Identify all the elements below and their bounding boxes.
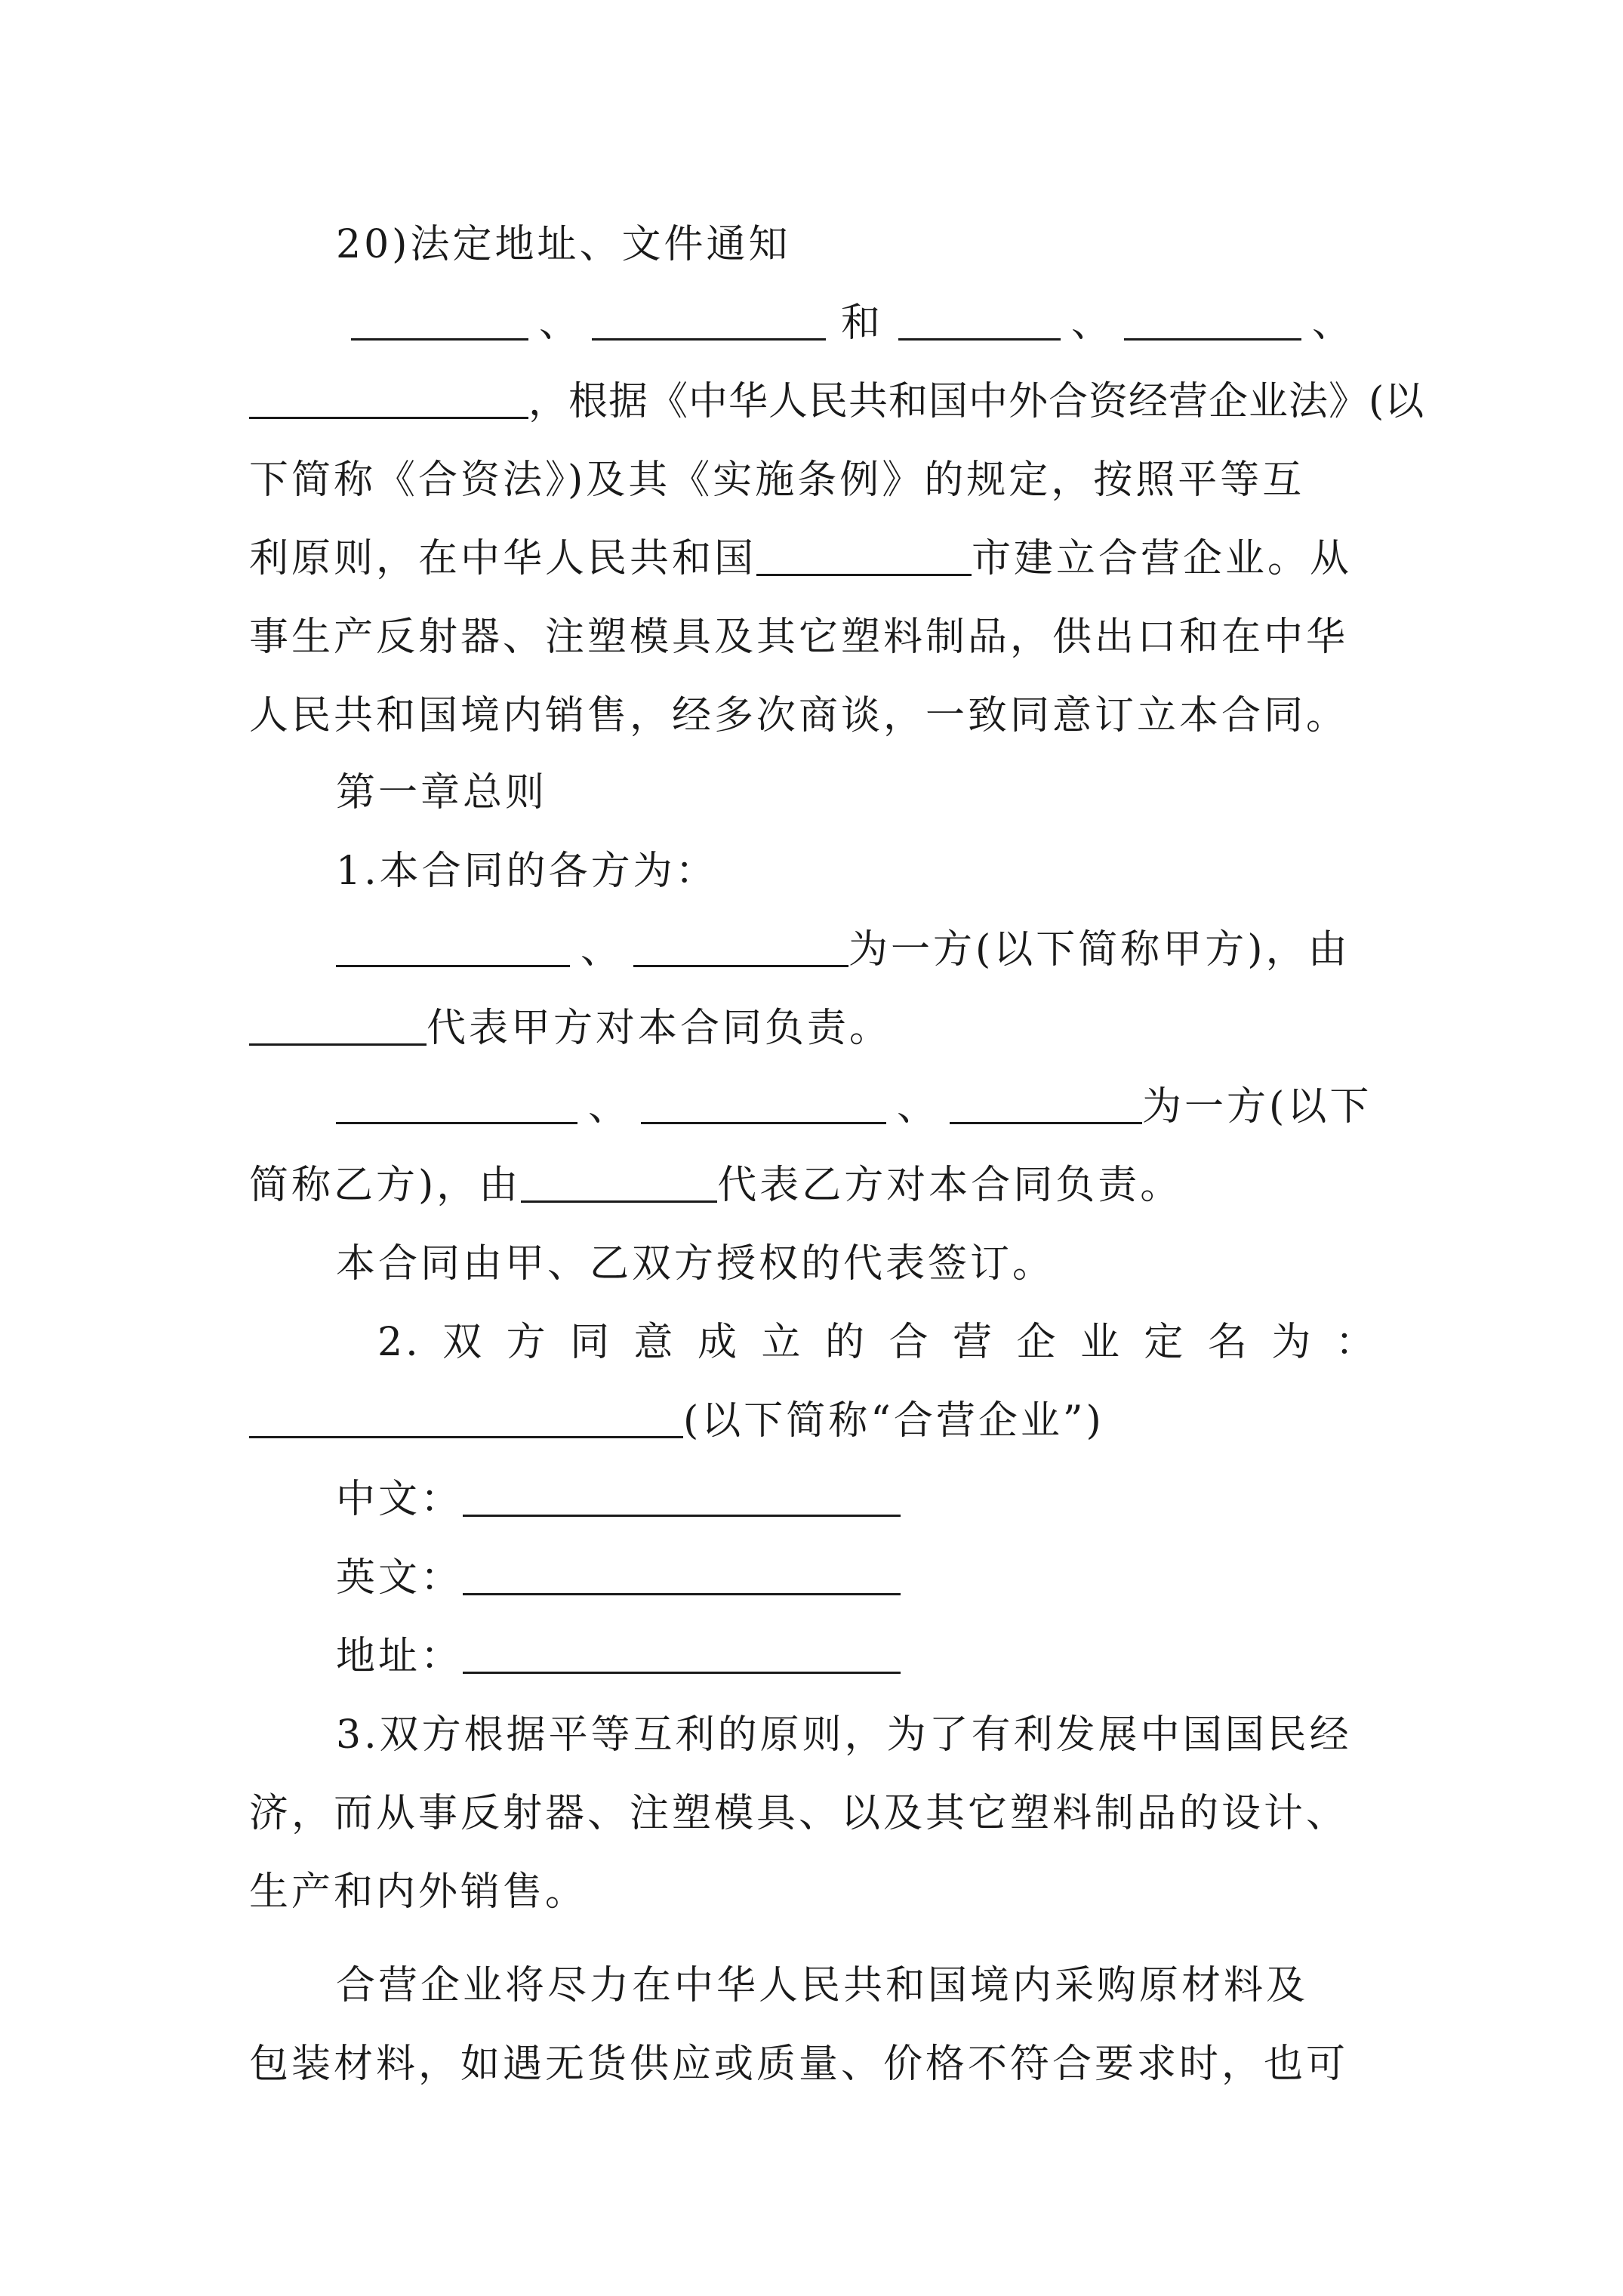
- separator: 、: [581, 927, 624, 972]
- purchase-line-2: 包装材料，如遇无货供应或质量、价格不符合要求时，也可: [249, 2042, 1349, 2087]
- jv-name-text: (以下简称“合营企业”): [683, 1398, 1104, 1444]
- article-2-char: 立: [761, 1320, 804, 1365]
- article-2-char: 营: [952, 1320, 995, 1365]
- party-b-rep-text: 代表乙方对本合同负责。: [717, 1163, 1183, 1208]
- article-2-char: 成: [698, 1320, 741, 1365]
- article-2-char: 意: [633, 1320, 676, 1365]
- parties-blank-line: [351, 285, 1483, 361]
- blank-field[interactable]: [336, 1075, 577, 1124]
- separator-he: 和: [841, 300, 884, 346]
- party-b-text: 简称乙方)，由: [249, 1163, 522, 1208]
- blank-field[interactable]: [1124, 291, 1301, 341]
- address-blank-field[interactable]: [463, 1625, 901, 1674]
- article-2-char: 方: [506, 1320, 549, 1365]
- article-2-char: 双: [442, 1320, 485, 1365]
- party-a-line: [336, 912, 1468, 988]
- party-b-line: [336, 1069, 1468, 1145]
- english-name-line: [336, 1540, 1468, 1616]
- signed-by-reps: 本合同由甲、乙双方授权的代表签订。: [336, 1241, 1055, 1287]
- blank-field[interactable]: [898, 291, 1061, 341]
- blank-field[interactable]: [249, 370, 528, 419]
- article-2-line: [377, 1305, 1378, 1380]
- purchase-line-1: 合营企业将尽力在中华人民共和国境内采购原材料及: [336, 1963, 1309, 2008]
- article-2-char: 为: [1271, 1320, 1314, 1365]
- intro-line-3: 下简称《合资法》)及其《实施条例》的规定，按照平等互: [249, 458, 1305, 503]
- chapter-1-heading: 第一章总则: [336, 770, 548, 815]
- blank-field[interactable]: [592, 291, 826, 341]
- separator: 、: [1312, 300, 1355, 346]
- separator: 、: [1071, 300, 1114, 346]
- separator: 、: [897, 1084, 940, 1130]
- intro-line-6: 人民共和国境内销售，经多次商谈，一致同意订立本合同。: [249, 693, 1349, 738]
- blank-field[interactable]: [249, 997, 427, 1046]
- article-2-char: 同: [570, 1320, 613, 1365]
- blank-field[interactable]: [641, 1075, 886, 1124]
- article-2-char: 名: [1207, 1320, 1250, 1365]
- separator: 、: [539, 300, 582, 346]
- article-3-line-3: 生产和内外销售。: [249, 1869, 588, 1915]
- intro-text: 利原则，在中华人民共和国: [249, 536, 757, 581]
- jv-name-line: [249, 1383, 1381, 1459]
- blank-field[interactable]: [521, 1154, 717, 1203]
- intro-line-5: 事生产反射器、注塑模具及其它塑料制品，供出口和在中华: [249, 615, 1349, 660]
- chinese-name-line: [336, 1462, 1468, 1537]
- chinese-name-label: 中文：: [336, 1477, 463, 1522]
- blank-field[interactable]: [336, 918, 570, 967]
- city-blank-field[interactable]: [756, 527, 972, 576]
- article-3-line-2: 济，而从事反射器、注塑模具、以及其它塑料制品的设计、: [249, 1791, 1349, 1836]
- intro-text: ，根据《中华人民共和国中外合资经营企业法》(以: [528, 379, 1425, 424]
- address-label: 地址：: [336, 1634, 463, 1679]
- blank-field[interactable]: [633, 918, 848, 967]
- address-line: [336, 1619, 1468, 1694]
- article-2-char: 的: [825, 1320, 868, 1365]
- party-a-rep-text: 代表甲方对本合同负责。: [427, 1006, 892, 1051]
- chinese-name-blank-field[interactable]: [463, 1468, 901, 1517]
- blank-field[interactable]: [351, 291, 528, 341]
- party-b-text: 为一方(以下: [1142, 1084, 1372, 1130]
- article-2-char: 企: [1016, 1320, 1059, 1365]
- party-b-rep-line: [249, 1148, 1381, 1223]
- english-name-blank-field[interactable]: [463, 1546, 901, 1595]
- article-2-char: 定: [1144, 1320, 1187, 1365]
- article-2-char: 2.: [377, 1320, 421, 1365]
- separator: 、: [588, 1084, 631, 1130]
- article-2-char: 业: [1079, 1320, 1123, 1365]
- article-2-char: 合: [888, 1320, 932, 1365]
- article-3-line-1: 3.双方根据平等互利的原则，为了有利发展中国国民经: [336, 1712, 1352, 1758]
- intro-text: 市建立合营企业。从: [972, 536, 1353, 581]
- party-a-text: 为一方(以下简称甲方)，由: [848, 927, 1350, 972]
- intro-line-4: [249, 521, 1381, 596]
- english-name-label: 英文：: [336, 1555, 463, 1601]
- jv-name-blank-field[interactable]: [249, 1389, 683, 1438]
- section-20-heading: 20)法定地址、文件通知: [336, 222, 791, 267]
- intro-line-2: [249, 364, 1425, 439]
- blank-field[interactable]: [950, 1075, 1142, 1124]
- party-a-rep-line: [249, 991, 1381, 1066]
- article-2-char: ：: [1335, 1320, 1378, 1365]
- article-1-heading: 1.本合同的各方为：: [336, 849, 718, 894]
